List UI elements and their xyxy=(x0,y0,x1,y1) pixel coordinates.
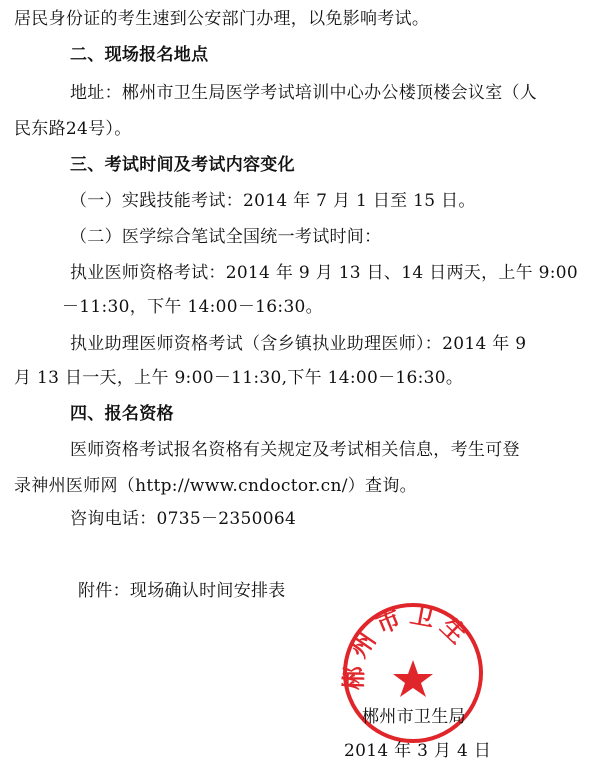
written-exam-line: （二）医学综合笔试全国统一考试时间： xyxy=(70,227,382,247)
contact-phone: 咨询电话：0735－2350064 xyxy=(70,509,297,529)
section-heading-location: 二、现场报名地点 xyxy=(70,45,209,65)
issuer-name: 郴州市卫生局 xyxy=(362,707,466,727)
seal-star-icon xyxy=(393,660,433,697)
assistant-exam-line-cont: 月 13 日一天，上午 9:00－11:30,下午 14:00－16:30。 xyxy=(14,368,464,388)
assistant-exam-line: 执业助理医师资格考试（含乡镇执业助理医师）：2014 年 9 xyxy=(70,334,527,354)
eligibility-line-cont: 录神州医师网（http://www.cndoctor.cn/）查询。 xyxy=(14,476,417,496)
issue-date: 2014 年 3 月 4 日 xyxy=(344,741,492,761)
eligibility-line: 医师资格考试报名资格有关规定及考试相关信息，考生可登 xyxy=(70,440,520,460)
physician-exam-line-cont: －11:30，下午 14:00－16:30。 xyxy=(62,297,323,317)
address-line-cont: 民东路24号）。 xyxy=(14,119,132,139)
section-heading-eligibility: 四、报名资格 xyxy=(70,404,174,424)
physician-exam-line: 执业医师资格考试：2014 年 9 月 13 日、14 日两天，上午 9:00 xyxy=(70,263,579,283)
attachment-line: 附件：现场确认时间安排表 xyxy=(78,581,286,601)
section-heading-exam-time: 三、考试时间及考试内容变化 xyxy=(70,155,295,175)
address-line: 地址：郴州市卫生局医学考试培训中心办公楼顶楼会议室（人 xyxy=(70,83,538,103)
practical-exam-line: （一）实践技能考试：2014 年 7 月 1 日至 15 日。 xyxy=(70,191,476,211)
paragraph-line: 居民身份证的考生速到公安部门办理，以免影响考试。 xyxy=(14,9,430,29)
seal-arc-text: 郴州市卫生 xyxy=(338,599,477,691)
